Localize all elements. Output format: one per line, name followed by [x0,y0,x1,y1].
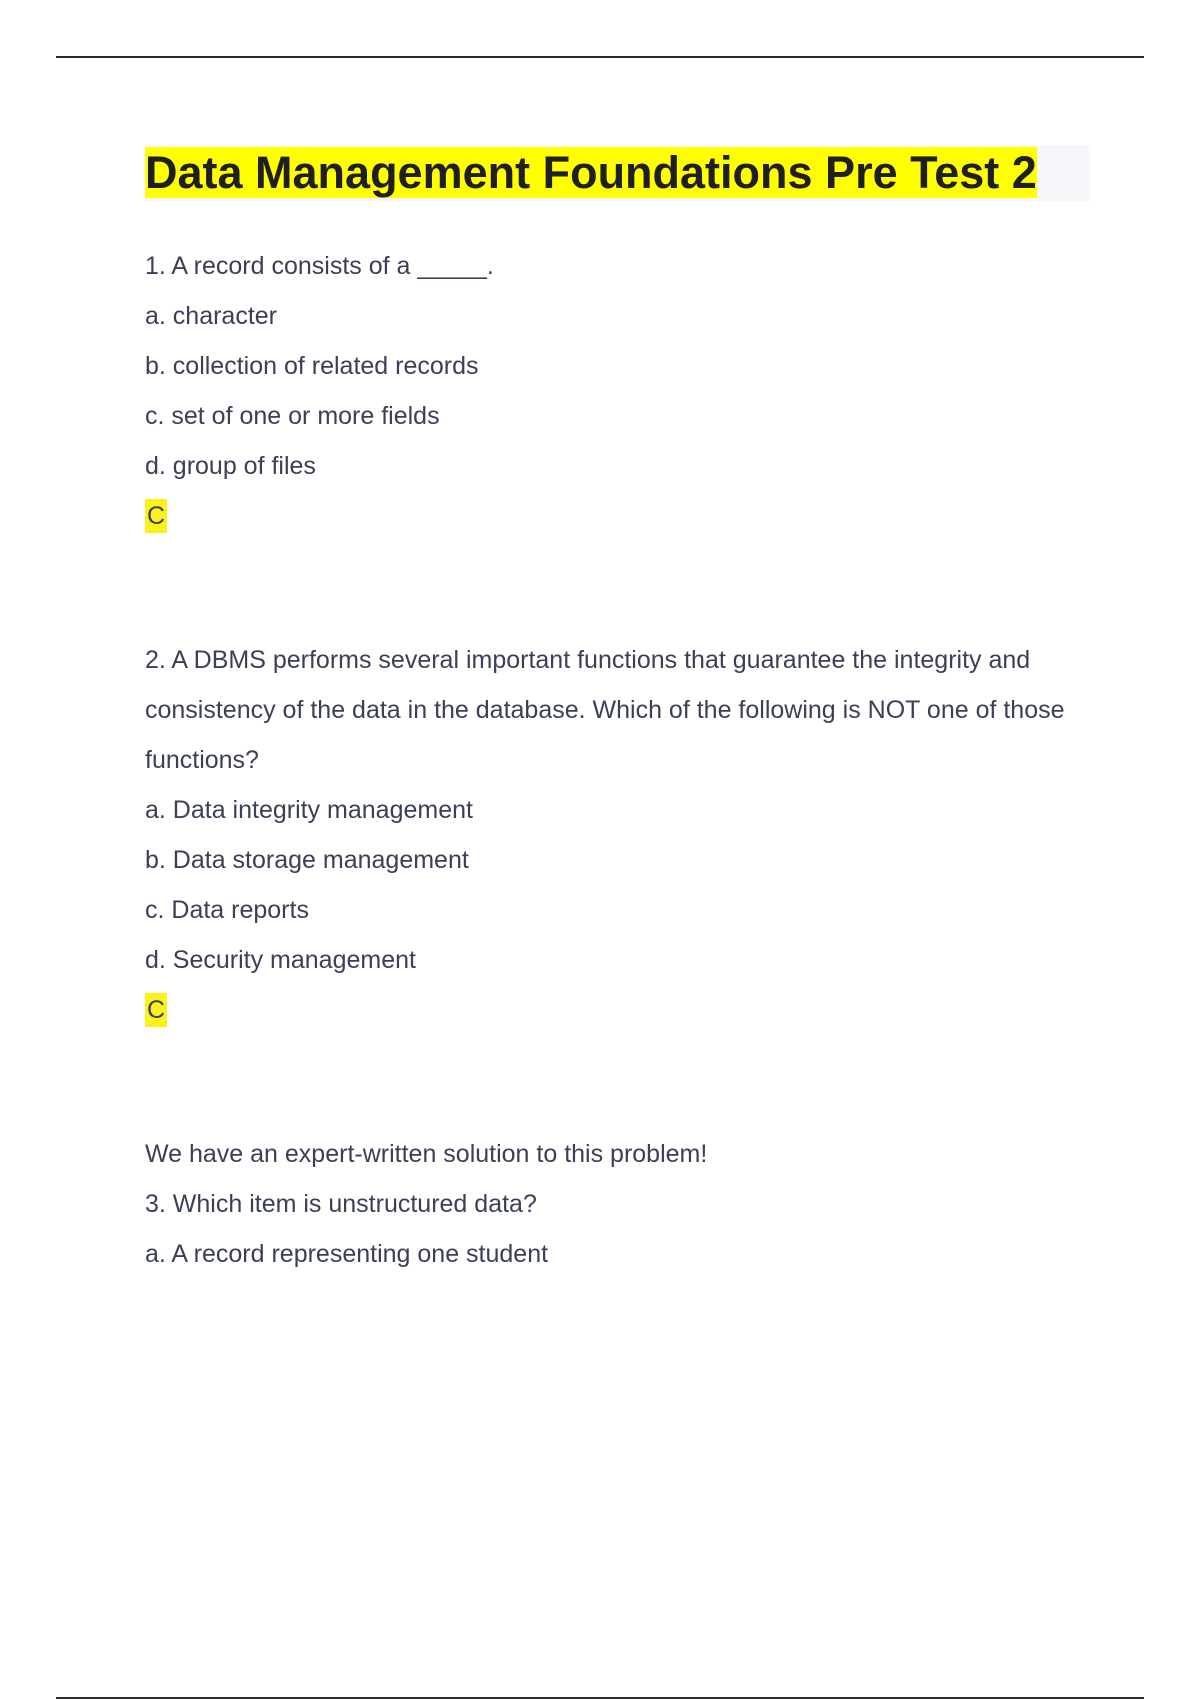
question-2-text-line-1: 2. A DBMS performs several important functions that guarantee the integrity and [145,646,1031,674]
title-block [145,145,1090,201]
question-1-option-b: b. collection of related records [145,352,479,380]
question-3 [145,1187,1090,1271]
question-1-answer: C [145,499,167,533]
question-2-text-line-2: consistency of the data in the database. Which of the following is NOT one of those [145,696,1065,724]
question-2-answer: C [145,993,167,1027]
question-1-option-d: d. group of files [145,452,316,480]
question-1 [145,249,1090,533]
expert-solution-text: We have an expert-written solution to this problem! [145,1140,708,1168]
question-2-answer-line [145,993,1090,1027]
question-1-text: 1. A record consists of a _____. [145,252,494,280]
document-body [145,145,1090,1287]
spacer [145,549,1090,643]
question-1-option-a: a. character [145,302,278,330]
bottom-rule [56,1697,1144,1699]
question-2-text-line-3: functions? [145,746,259,774]
question-1-option-c: c. set of one or more fields [145,402,440,430]
question-2-option-a: a. Data integrity management [145,796,473,824]
top-rule [56,56,1144,58]
spacer [145,1043,1090,1137]
question-2-option-d: d. Security management [145,946,416,974]
question-3-text: 3. Which item is unstructured data? [145,1190,537,1218]
question-2-option-b: b. Data storage management [145,846,469,874]
question-2-option-c: c. Data reports [145,896,309,924]
question-2 [145,643,1090,1027]
question-3-option-a: a. A record representing one student [145,1240,549,1268]
page-title: Data Management Foundations Pre Test 2 [145,147,1037,198]
question-1-answer-line [145,499,1090,533]
